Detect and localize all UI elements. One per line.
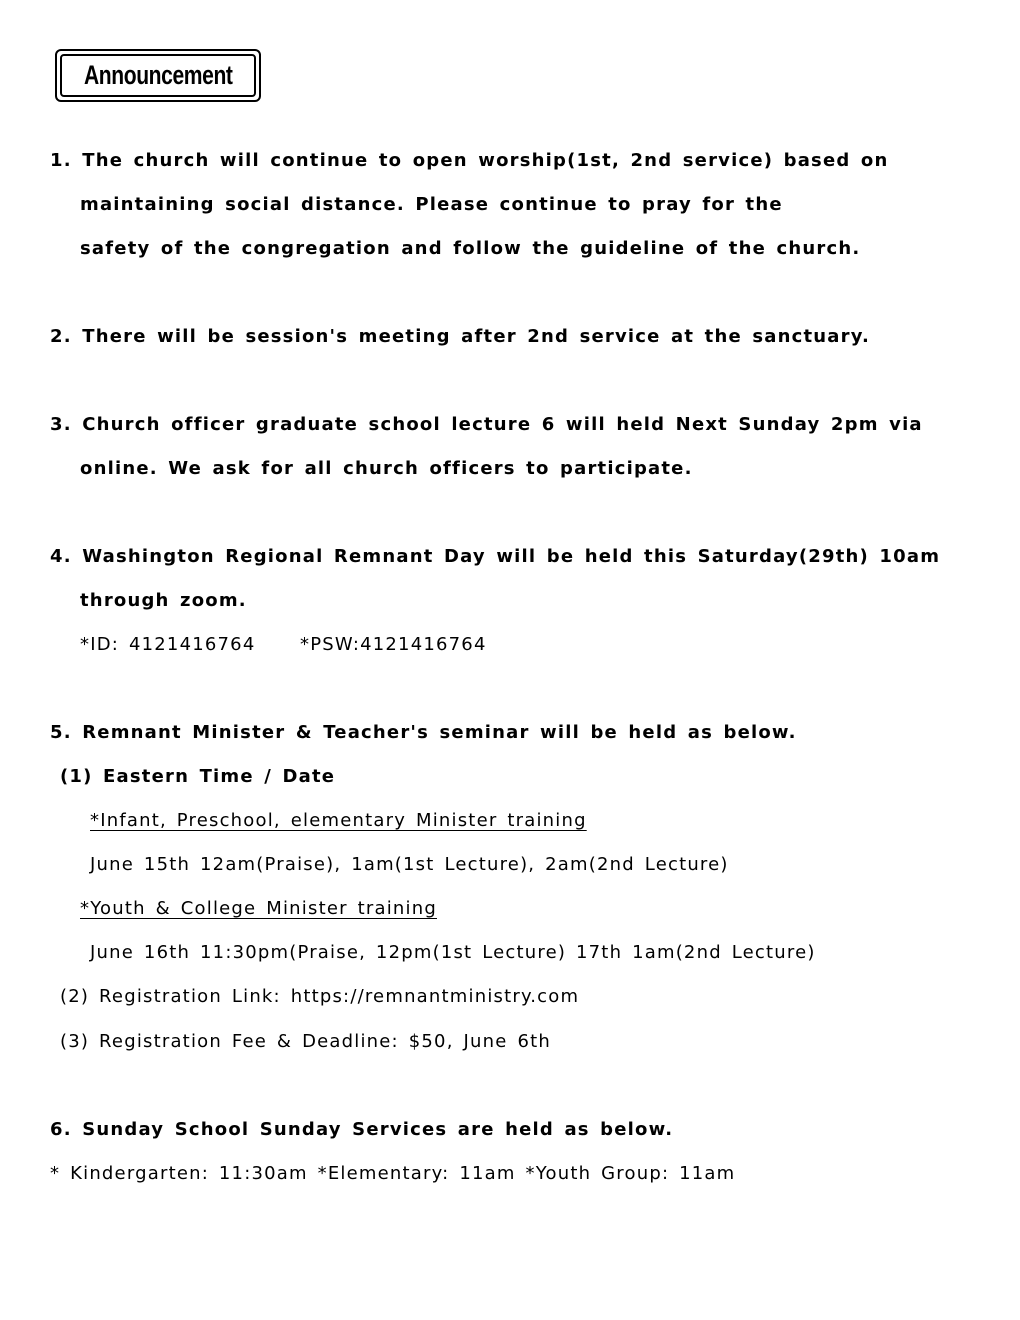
item-1-line-1: 1. The church will continue to open worship(1st, 2nd service) based on xyxy=(50,150,889,171)
item-5-sub-1: (1) Eastern Time / Date xyxy=(60,766,336,787)
item-3-line-1: 3. Church officer graduate school lecture 6 will held Next Sunday 2pm via xyxy=(50,414,923,435)
announcement-title-inner-frame xyxy=(60,54,256,97)
zoom-password: *PSW:4121416764 xyxy=(300,634,487,655)
item-6-line-2: * Kindergarten: 11:30am *Elementary: 11am *Youth Group: 11am xyxy=(50,1163,736,1184)
item-2-line-1: 2. There will be session's meeting after 2nd service at the sanctuary. xyxy=(50,326,871,347)
registration-link: (2) Registration Link: https://remnantministry.com xyxy=(60,986,580,1007)
item-1-line-3: safety of the congregation and follow the guideline of the church. xyxy=(80,238,861,259)
registration-fee-deadline: (3) Registration Fee & Deadline: $50, June 6th xyxy=(60,1031,551,1052)
announcement-title-box xyxy=(55,49,261,102)
item-4-line-1: 4. Washington Regional Remnant Day will be held this Saturday(29th) 10am xyxy=(50,546,941,567)
item-5-line-1: 5. Remnant Minister & Teacher's seminar will be held as below. xyxy=(50,722,797,743)
item-4-line-2: through zoom. xyxy=(80,590,247,611)
announcement-title: Announcement xyxy=(83,60,233,90)
infant-training-time: June 15th 12am(Praise), 1am(1st Lecture), 2am(2nd Lecture) xyxy=(90,854,729,875)
youth-training-time: June 16th 11:30pm(Praise, 12pm(1st Lecture) 17th 1am(2nd Lecture) xyxy=(90,942,816,963)
item-3-line-2: online. We ask for all church officers to participate. xyxy=(80,458,693,479)
item-1-line-2: maintaining social distance. Please continue to pray for the xyxy=(80,194,783,215)
youth-training-title: *Youth & College Minister training xyxy=(80,898,437,919)
item-6-line-1: 6. Sunday School Sunday Services are held as below. xyxy=(50,1119,674,1140)
zoom-id: *ID: 4121416764 xyxy=(80,634,256,655)
infant-training-title: *Infant, Preschool, elementary Minister training xyxy=(90,810,587,831)
